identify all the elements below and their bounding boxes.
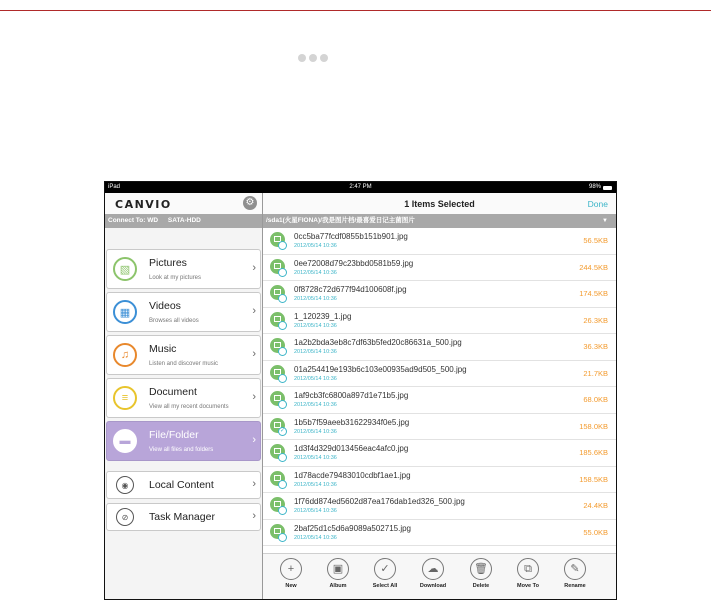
file-size: 68.0KB (583, 395, 608, 404)
select-checkbox[interactable] (278, 400, 287, 409)
action-toolbar (263, 553, 616, 600)
pencil-icon: ✎ (564, 558, 586, 580)
file-date: 2012/05/14 10:36 (294, 402, 337, 408)
select-checkbox[interactable] (278, 321, 287, 330)
file-row[interactable] (263, 414, 616, 441)
sidebar-menu (106, 249, 261, 533)
cloud-download-icon: ☁ (422, 558, 444, 580)
select-checkbox[interactable] (278, 241, 287, 250)
move-icon: ⧉ (517, 558, 539, 580)
file-size: 24.4KB (583, 501, 608, 510)
local-content-icon: ◉ (116, 476, 134, 494)
file-row[interactable] (263, 334, 616, 361)
file-date: 2012/05/14 10:36 (294, 349, 337, 355)
sidebar-item-music[interactable] (106, 335, 261, 375)
file-list (263, 228, 616, 546)
file-row[interactable] (263, 493, 616, 520)
file-date: 2012/05/14 10:36 (294, 269, 337, 276)
battery-icon (603, 186, 612, 190)
file-row[interactable] (263, 255, 616, 282)
connection-bar (105, 214, 262, 228)
status-time: 2:47 PM (349, 184, 372, 190)
file-name: 0ee72008d79c23bbd0581b59.jpg (294, 258, 414, 268)
app-logo: CANVIO (115, 198, 172, 211)
file-size: 21.7KB (583, 368, 608, 378)
select-checkbox[interactable]: ✓ (279, 427, 286, 434)
file-row[interactable] (263, 361, 616, 388)
file-row[interactable] (263, 281, 616, 308)
chevron-right-icon: › (252, 510, 256, 522)
path-text: /sda1(火星FIONA)/我是图片档/最喜爱日记主菌图片 (266, 217, 415, 224)
file-size: 36.3KB (583, 342, 608, 351)
folder-icon: ▬ (113, 429, 137, 453)
file-size: 55.0KB (583, 527, 608, 537)
file-size: 26.3KB (583, 315, 608, 325)
select-checkbox[interactable] (278, 453, 287, 462)
file-name: 0f8728c72d677f94d100608f.jpg (294, 285, 407, 294)
file-size: 244.5KB (579, 262, 608, 272)
select-checkbox[interactable] (278, 533, 287, 542)
file-size: 158.5KB (579, 474, 608, 484)
file-name: 1d3f4d329d013456eac4afc0.jpg (294, 444, 409, 453)
file-name: 1b5b7f59aeeb31622934f0e5.jpg (294, 417, 410, 427)
file-size: 174.5KB (579, 289, 608, 298)
file-date: 2012/05/14 10:36 (294, 534, 337, 541)
sidebar-item-title: File/Folder (149, 429, 199, 441)
file-name: 1a2b2bda3eb8c7df63b5fed20c86631a_500.jpg (294, 338, 462, 347)
file-name: 2baf25d1c5d6a9089a502715.jpg (294, 523, 412, 533)
file-row[interactable] (263, 440, 616, 467)
toolbar-label: Move To (517, 583, 539, 589)
select-checkbox[interactable] (278, 480, 287, 489)
sidebar-item-subtitle: View all my recent documents (149, 404, 229, 410)
connection-device: SATA-HDD (167, 217, 201, 224)
album-button[interactable] (318, 558, 358, 589)
ipad-screenshot (104, 181, 617, 600)
sidebar-item-title: Videos (149, 300, 181, 312)
toolbar-label: Select All (372, 583, 398, 589)
path-bar[interactable] (263, 214, 616, 228)
file-size: 56.5KB (583, 236, 608, 245)
move-to-button[interactable] (508, 558, 548, 589)
chevron-right-icon: › (252, 391, 256, 403)
file-browser (263, 193, 616, 599)
file-date: 2012/05/14 10:36 (294, 455, 337, 461)
device-label: iPad (108, 184, 121, 190)
sidebar-item-title: Pictures (149, 257, 187, 269)
top-divider (0, 10, 711, 11)
chevron-right-icon: › (252, 348, 256, 360)
select-checkbox[interactable] (278, 347, 287, 356)
file-date: 2012/05/14 10:36 (294, 243, 337, 249)
chevron-right-icon: › (252, 305, 256, 317)
loading-dots-icon (298, 54, 328, 62)
file-date: 2012/05/14 10:36 (294, 481, 337, 488)
sidebar-item-file-folder[interactable] (106, 421, 261, 461)
toolbar-label: Album (329, 583, 347, 589)
select-checkbox[interactable] (278, 374, 287, 383)
browser-header (263, 193, 616, 214)
file-date: 2012/05/14 10:36 (294, 428, 337, 435)
sidebar-item-task-manager[interactable] (106, 503, 261, 531)
file-name: 1d78acde79483010cdbf1ae1.jpg (294, 470, 411, 480)
toolbar-label: Rename (564, 583, 586, 589)
trash-icon: 🗑 (470, 558, 492, 580)
sidebar-item-subtitle: Browses all videos (149, 318, 199, 324)
select-checkbox[interactable] (278, 268, 287, 277)
task-manager-icon: ⊘ (116, 508, 134, 526)
file-size: 185.6KB (579, 448, 608, 457)
sidebar-item-subtitle: Look at my pictures (149, 275, 202, 281)
select-checkbox[interactable] (278, 506, 287, 515)
file-name: 01a254419e193b6c103e00935ad9d505_500.jpg (294, 364, 467, 374)
file-date: 2012/05/14 10:36 (294, 296, 337, 302)
toolbar-label: New (285, 583, 297, 589)
chevron-right-icon: › (252, 262, 256, 274)
sidebar-item-document[interactable] (106, 378, 261, 418)
music-icon: ♫ (113, 343, 137, 367)
chevron-right-icon: › (252, 478, 256, 490)
album-icon: ▣ (327, 558, 349, 580)
sidebar (105, 193, 263, 599)
select-checkbox[interactable] (278, 294, 287, 303)
battery-percent: 98% (588, 184, 601, 190)
file-name: 1_120239_1.jpg (294, 311, 352, 321)
check-icon: ✓ (374, 558, 396, 580)
toolbar-label: Delete (472, 583, 490, 589)
file-row[interactable] (263, 228, 616, 255)
file-date: 2012/05/14 10:36 (294, 322, 337, 329)
select-all-button[interactable] (365, 558, 405, 589)
chevron-right-icon: › (252, 434, 256, 446)
sidebar-item-title: Document (149, 386, 197, 398)
picture-icon: ▧ (113, 257, 137, 281)
sidebar-item-videos[interactable] (106, 292, 261, 332)
delete-button[interactable] (461, 558, 501, 589)
selection-title: 1 Items Selected (404, 199, 475, 209)
document-icon: ≡ (113, 386, 137, 410)
status-bar (105, 182, 616, 193)
gear-icon[interactable]: ⚙ (243, 196, 257, 210)
connection-label: Connect To: WD (108, 217, 159, 224)
rename-button[interactable] (555, 558, 595, 589)
file-row[interactable] (263, 387, 616, 414)
sidebar-item-pictures[interactable] (106, 249, 261, 289)
battery-indicator (589, 182, 612, 193)
sidebar-item-title: Music (149, 343, 177, 355)
sidebar-item-subtitle: Listen and discover music (149, 361, 219, 367)
sidebar-item-title: Local Content (149, 479, 214, 491)
new-button[interactable] (271, 558, 311, 589)
file-date: 2012/05/14 10:36 (294, 375, 337, 382)
file-row[interactable] (263, 308, 616, 335)
file-name: 1af9cb3fc6800a897d1e71b5.jpg (294, 391, 409, 400)
done-button[interactable]: Done (587, 199, 608, 209)
download-button[interactable] (413, 558, 453, 589)
plus-icon: + (280, 558, 302, 580)
file-name: 1f76dd874ed5602d87ea176dab1ed326_500.jpg (294, 497, 465, 506)
file-row[interactable] (263, 467, 616, 494)
sidebar-item-subtitle: View all files and folders (149, 447, 214, 453)
app-header (105, 193, 262, 214)
sidebar-item-title: Task Manager (149, 511, 215, 523)
file-date: 2012/05/14 10:36 (294, 508, 337, 514)
toolbar-label: Download (419, 583, 447, 589)
file-name: 0cc5ba77fcdf0855b151b901.jpg (294, 232, 408, 241)
film-icon: ▦ (113, 300, 137, 324)
file-row[interactable] (263, 520, 616, 547)
sidebar-item-local-content[interactable] (106, 471, 261, 499)
file-size: 158.0KB (579, 421, 608, 431)
chevron-down-icon[interactable]: ▼ (602, 218, 608, 224)
